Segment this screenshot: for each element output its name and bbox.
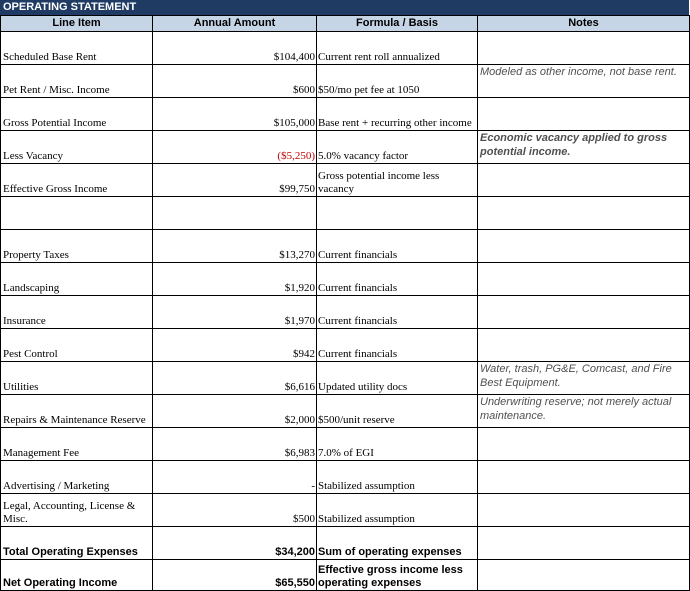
line-item-cell[interactable]: Property Taxes [1, 230, 153, 263]
note-cell[interactable] [478, 32, 690, 65]
note-cell[interactable] [478, 164, 690, 197]
table-row [1, 131, 690, 164]
line-item-cell[interactable]: Utilities [1, 362, 153, 395]
note-cell[interactable]: Economic vacancy applied to gross potential income. [478, 131, 690, 164]
note-cell[interactable] [478, 527, 690, 560]
table-row [1, 296, 690, 329]
amount-cell[interactable]: $34,200 [153, 527, 317, 560]
basis-cell[interactable] [317, 197, 478, 230]
header-notes[interactable]: Notes [478, 16, 690, 32]
note-cell[interactable] [478, 560, 690, 591]
line-item-cell[interactable] [1, 197, 153, 230]
note-cell[interactable] [478, 263, 690, 296]
line-item-cell[interactable]: Pet Rent / Misc. Income [1, 65, 153, 98]
line-item-cell[interactable]: Total Operating Expenses [1, 527, 153, 560]
note-cell[interactable] [478, 98, 690, 131]
table-row [1, 263, 690, 296]
basis-cell[interactable]: Current rent roll annualized [317, 32, 478, 65]
table-row [1, 65, 690, 98]
table-row-noi [1, 560, 690, 591]
basis-cell[interactable]: Effective gross income less operating expenses [317, 560, 478, 591]
note-cell[interactable] [478, 428, 690, 461]
header-line-item[interactable]: Line Item [1, 16, 153, 32]
basis-cell[interactable]: $500/unit reserve [317, 395, 478, 428]
header-annual-amount[interactable]: Annual Amount [153, 16, 317, 32]
amount-cell[interactable]: $105,000 [153, 98, 317, 131]
note-cell[interactable] [478, 494, 690, 527]
table-row [1, 428, 690, 461]
table-row [1, 395, 690, 428]
table-row [1, 164, 690, 197]
line-item-cell[interactable]: Repairs & Maintenance Reserve [1, 395, 153, 428]
basis-cell[interactable]: Gross potential income less vacancy [317, 164, 478, 197]
table-row-total-expenses [1, 527, 690, 560]
basis-cell[interactable]: Current financials [317, 296, 478, 329]
amount-cell[interactable]: $13,270 [153, 230, 317, 263]
amount-cell[interactable]: $6,616 [153, 362, 317, 395]
note-cell[interactable] [478, 197, 690, 230]
amount-cell[interactable]: $65,550 [153, 560, 317, 591]
basis-cell[interactable]: Base rent + recurring other income [317, 98, 478, 131]
table-row [1, 98, 690, 131]
note-cell[interactable]: Water, trash, PG&E, Comcast, and Fire Best Equipment. [478, 362, 690, 395]
amount-cell[interactable]: $2,000 [153, 395, 317, 428]
amount-cell[interactable]: $6,983 [153, 428, 317, 461]
table-row [1, 32, 690, 65]
basis-cell[interactable]: Current financials [317, 230, 478, 263]
note-cell[interactable] [478, 230, 690, 263]
note-cell[interactable] [478, 329, 690, 362]
line-item-cell[interactable]: Landscaping [1, 263, 153, 296]
line-item-cell[interactable]: Insurance [1, 296, 153, 329]
table-row [1, 494, 690, 527]
line-item-cell[interactable]: Less Vacancy [1, 131, 153, 164]
operating-statement-table [0, 15, 690, 591]
amount-cell[interactable]: $500 [153, 494, 317, 527]
line-item-cell[interactable]: Effective Gross Income [1, 164, 153, 197]
line-item-cell[interactable]: Management Fee [1, 428, 153, 461]
amount-cell[interactable]: $99,750 [153, 164, 317, 197]
line-item-cell[interactable]: Pest Control [1, 329, 153, 362]
amount-cell[interactable]: $1,970 [153, 296, 317, 329]
line-item-cell[interactable]: Net Operating Income [1, 560, 153, 591]
sheet-title: OPERATING STATEMENT [0, 0, 689, 15]
amount-cell[interactable]: - [153, 461, 317, 494]
basis-cell[interactable]: Current financials [317, 329, 478, 362]
table-row [1, 197, 690, 230]
amount-cell[interactable]: $942 [153, 329, 317, 362]
note-cell[interactable]: Underwriting reserve; not merely actual maintenance. [478, 395, 690, 428]
table-row [1, 362, 690, 395]
line-item-cell[interactable]: Gross Potential Income [1, 98, 153, 131]
table-row [1, 329, 690, 362]
basis-cell[interactable]: Updated utility docs [317, 362, 478, 395]
amount-cell[interactable]: $104,400 [153, 32, 317, 65]
basis-cell[interactable]: Sum of operating expenses [317, 527, 478, 560]
basis-cell[interactable]: 7.0% of EGI [317, 428, 478, 461]
table-row [1, 230, 690, 263]
header-formula-basis[interactable]: Formula / Basis [317, 16, 478, 32]
note-cell[interactable] [478, 296, 690, 329]
basis-cell[interactable]: 5.0% vacancy factor [317, 131, 478, 164]
line-item-cell[interactable]: Advertising / Marketing [1, 461, 153, 494]
line-item-cell[interactable]: Legal, Accounting, License & Misc. [1, 494, 153, 527]
basis-cell[interactable]: Stabilized assumption [317, 494, 478, 527]
line-item-cell[interactable]: Scheduled Base Rent [1, 32, 153, 65]
note-cell[interactable] [478, 461, 690, 494]
basis-cell[interactable]: Current financials [317, 263, 478, 296]
header-row [1, 16, 690, 32]
amount-cell[interactable] [153, 197, 317, 230]
amount-cell[interactable]: ($5,250) [153, 131, 317, 164]
amount-cell[interactable]: $1,920 [153, 263, 317, 296]
table-row [1, 461, 690, 494]
basis-cell[interactable]: $50/mo pet fee at 1050 [317, 65, 478, 98]
note-cell[interactable]: Modeled as other income, not base rent. [478, 65, 690, 98]
amount-cell[interactable]: $600 [153, 65, 317, 98]
basis-cell[interactable]: Stabilized assumption [317, 461, 478, 494]
